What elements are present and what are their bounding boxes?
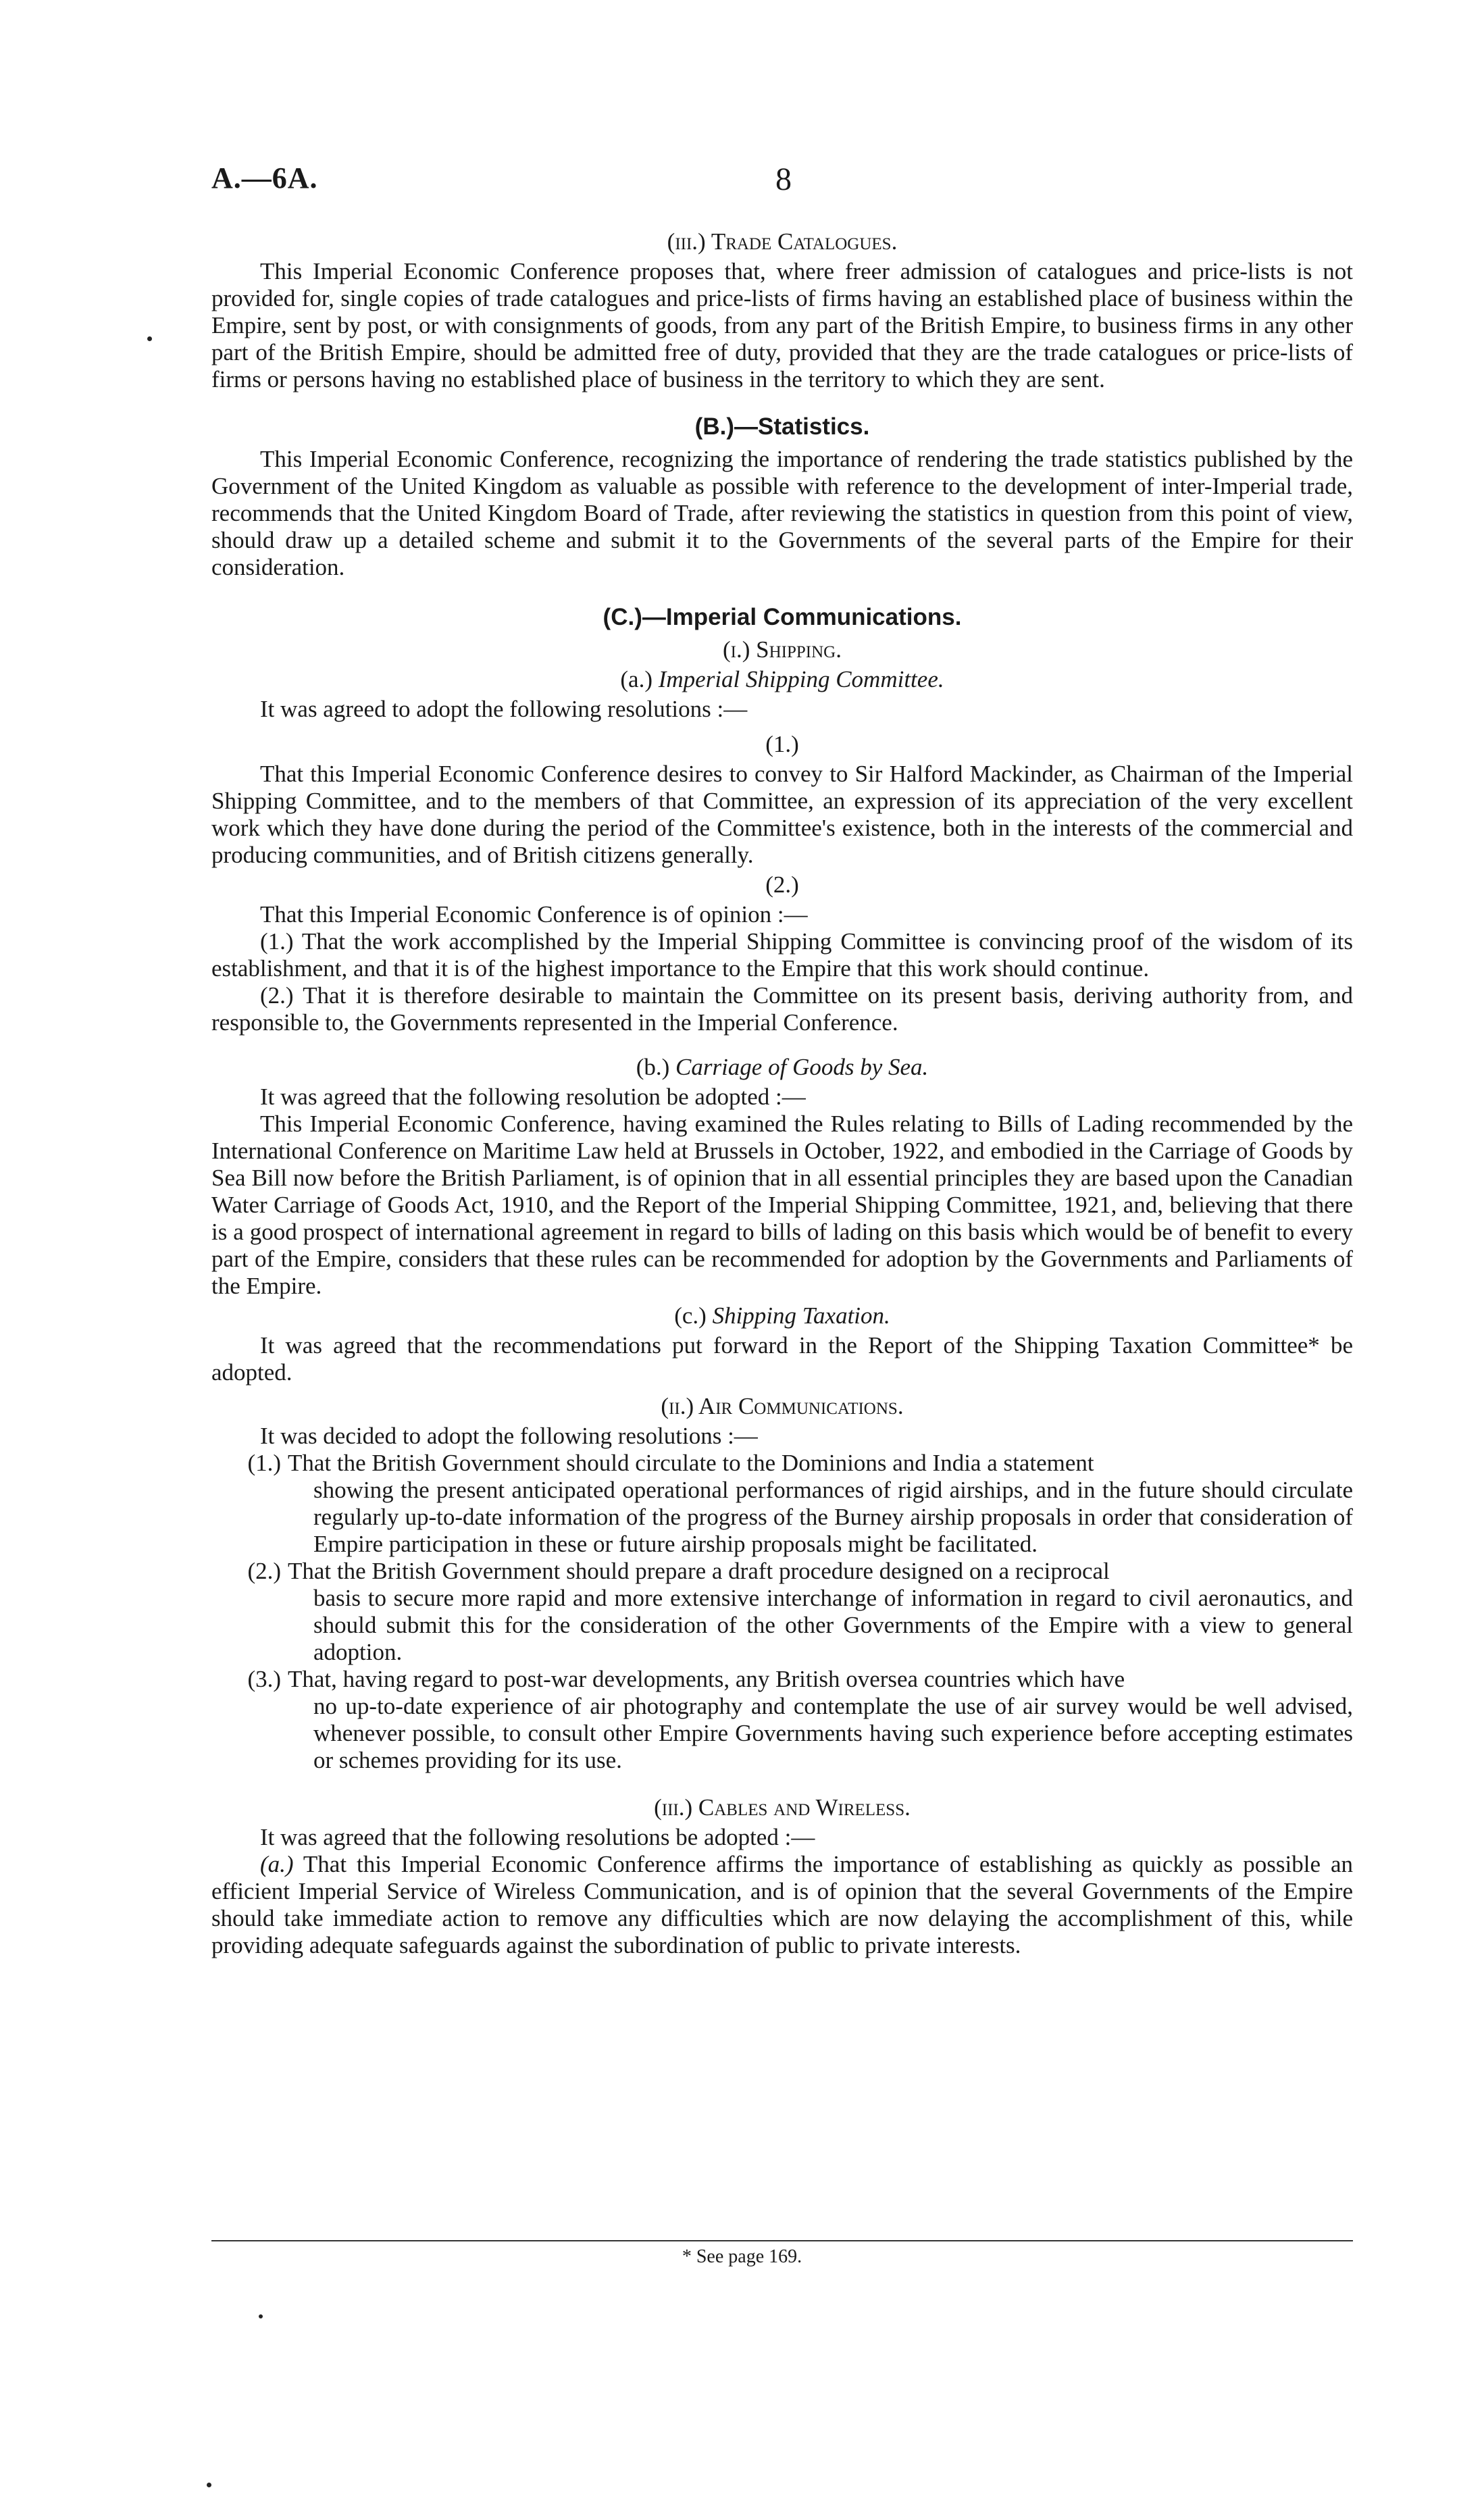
- page-body: [211, 228, 1353, 1959]
- statistics-heading: (B.)—Statistics.: [694, 413, 870, 440]
- air-resolution-number: (2.): [247, 1558, 281, 1584]
- air-communications-heading: (ii.) Air Communications.: [661, 1393, 904, 1419]
- document-reference: A.—6A.: [211, 161, 318, 195]
- taxation-prefix: (c.): [674, 1302, 713, 1329]
- air-resolution-continuation: basis to secure more rapid and more extensive interchange of information in regard to civil aeronautics, and should submit this for the consideration of the other Governments of the Empire with a view to general adoption.: [313, 1585, 1353, 1665]
- air-resolution-2: [211, 1558, 1353, 1666]
- air-resolution-continuation: showing the present anticipated operational performances of rigid airships, and in the future should circulate regularly up-to-date information of the progress of the Burney airship proposals in order that consideration of Empire participation in these or future airship proposals might be facilitated.: [313, 1477, 1353, 1557]
- trade-catalogues-paragraph: This Imperial Economic Conference proposes that, where freer admission of catalogues and price-lists is not provided for, single copies of trade catalogues and price-lists of firms having an established place of business within the Empire, sent by post, or with consignments of goods, from any part of the British Empire, to business firms in any other part of the British Empire, should be admitted free of duty, provided that they are the trade catalogues or price-lists of firms or persons having no established place of business in the territory to which they are sent.: [211, 258, 1353, 392]
- scan-speck: [147, 336, 152, 341]
- carriage-intro: It was agreed that the following resolution be adopted :—: [260, 1084, 806, 1110]
- footnote: * See page 169.: [682, 2246, 802, 2267]
- trade-catalogues-heading: (iii.) Trade Catalogues.: [667, 228, 898, 255]
- air-communications-intro: It was decided to adopt the following resolutions :—: [260, 1423, 758, 1449]
- air-resolution-number: (1.): [247, 1450, 281, 1476]
- shipping-committee-heading: [211, 666, 1353, 693]
- resolution-1-text: That this Imperial Economic Conference desires to convey to Sir Halford Mackinder, as Chairman of the Imperial Shipping Committee, and to the members of that Committee, an expression of its appreciation of the very excellent work which they have done during the period of the Committee's existence, both in the interests of the commercial and producing communities, and of British citizens generally.: [211, 761, 1353, 868]
- cables-item-a-text: That this Imperial Economic Conference affirms the importance of establishing as quickly as possible an efficient Imperial Service of Wireless Communication, and is of opinion that the several Governments of the Empire should take immediate action to remove any difficulties which are now delaying the accomplishment of this, while providing adequate safeguards against the subordination of public to private interests.: [211, 1851, 1353, 1958]
- scan-speck: [259, 2314, 263, 2318]
- taxation-heading: [211, 1302, 1353, 1329]
- air-resolution-3: [211, 1666, 1353, 1774]
- taxation-paragraph: It was agreed that the recommendations put forward in the Report of the Shipping Taxation Committee* be adopted.: [211, 1332, 1353, 1386]
- statistics-paragraph: This Imperial Economic Conference, recognizing the importance of rendering the trade statistics published by the Government of the United Kingdom as valuable as possible with reference to the development of inter-Imperial trade, recommends that the United Kingdom Board of Trade, after reviewing the statistics in question from this point of view, should draw up a detailed scheme and submit it to the Governments of the several parts of the Empire for their consideration.: [211, 446, 1353, 580]
- resolution-2-point-2: (2.) That it is therefore desirable to maintain the Committee on its present basis, deriving authority from, and responsible to, the Governments represented in the Imperial Conference.: [211, 982, 1353, 1036]
- footnote-divider: [211, 2240, 1353, 2241]
- resolution-2-label: (2.): [765, 871, 799, 898]
- air-resolutions-list: [211, 1450, 1353, 1774]
- air-resolution-first-line: That, having regard to post-war developments, any British oversea countries which have: [288, 1666, 1125, 1692]
- shipping-heading: (i.) Shipping.: [723, 636, 842, 663]
- carriage-heading: [211, 1054, 1353, 1081]
- air-resolution-continuation: no up-to-date experience of air photography and contemplate the use of air survey would be well advised, whenever possible, to consult other Empire Governments having such experience before accepting estimates or schemes providing for its use.: [313, 1693, 1353, 1773]
- communications-heading: (C.)—Imperial Communications.: [603, 604, 962, 630]
- air-resolution-1: [211, 1450, 1353, 1558]
- cables-wireless-heading: (iii.) Cables and Wireless.: [654, 1794, 911, 1821]
- shipping-committee-prefix: (a.): [620, 666, 659, 692]
- carriage-title: Carriage of Goods by Sea.: [675, 1054, 929, 1080]
- page-number: 8: [775, 161, 792, 197]
- air-resolution-first-line: That the British Government should circulate to the Dominions and India a statement: [288, 1450, 1094, 1476]
- carriage-paragraph: This Imperial Economic Conference, having examined the Rules relating to Bills of Lading recommended by the International Conference on Maritime Law held at Brussels in October, 1922, and embodied in the Carriage of Goods by Sea Bill now before the British Parliament, is of opinion that in all essential principles they are based upon the Canadian Water Carriage of Goods Act, 1910, and the Report of the Imperial Shipping Committee, 1921, and, believing that there is a good prospect of international agreement in regard to bills of lading on this basis which would be of benefit to every part of the Empire, considers that these rules can be recommended for adoption by the Governments and Parliaments of the Empire.: [211, 1111, 1353, 1299]
- air-resolution-first-line: That the British Government should prepare a draft procedure designed on a reciprocal: [288, 1558, 1110, 1584]
- shipping-intro: It was agreed to adopt the following resolutions :—: [260, 696, 748, 722]
- shipping-committee-title: Imperial Shipping Committee.: [658, 666, 944, 692]
- cables-item-a-label: (a.): [260, 1851, 294, 1877]
- cables-wireless-intro: It was agreed that the following resolutions be adopted :—: [260, 1824, 815, 1850]
- resolution-1-label: (1.): [765, 731, 799, 757]
- cables-wireless-item-a: [211, 1851, 1353, 1959]
- resolution-2-intro: That this Imperial Economic Conference is of opinion :—: [260, 901, 808, 928]
- page-header: [211, 161, 1353, 208]
- scan-speck: [207, 2483, 211, 2487]
- resolution-2-point-1: (1.) That the work accomplished by the Imperial Shipping Committee is convincing proof of the wisdom of its establishment, and that it is of the highest importance to the Empire that this work should continue.: [211, 928, 1353, 982]
- taxation-title: Shipping Taxation.: [712, 1302, 890, 1329]
- air-resolution-number: (3.): [247, 1666, 281, 1692]
- carriage-prefix: (b.): [636, 1054, 675, 1080]
